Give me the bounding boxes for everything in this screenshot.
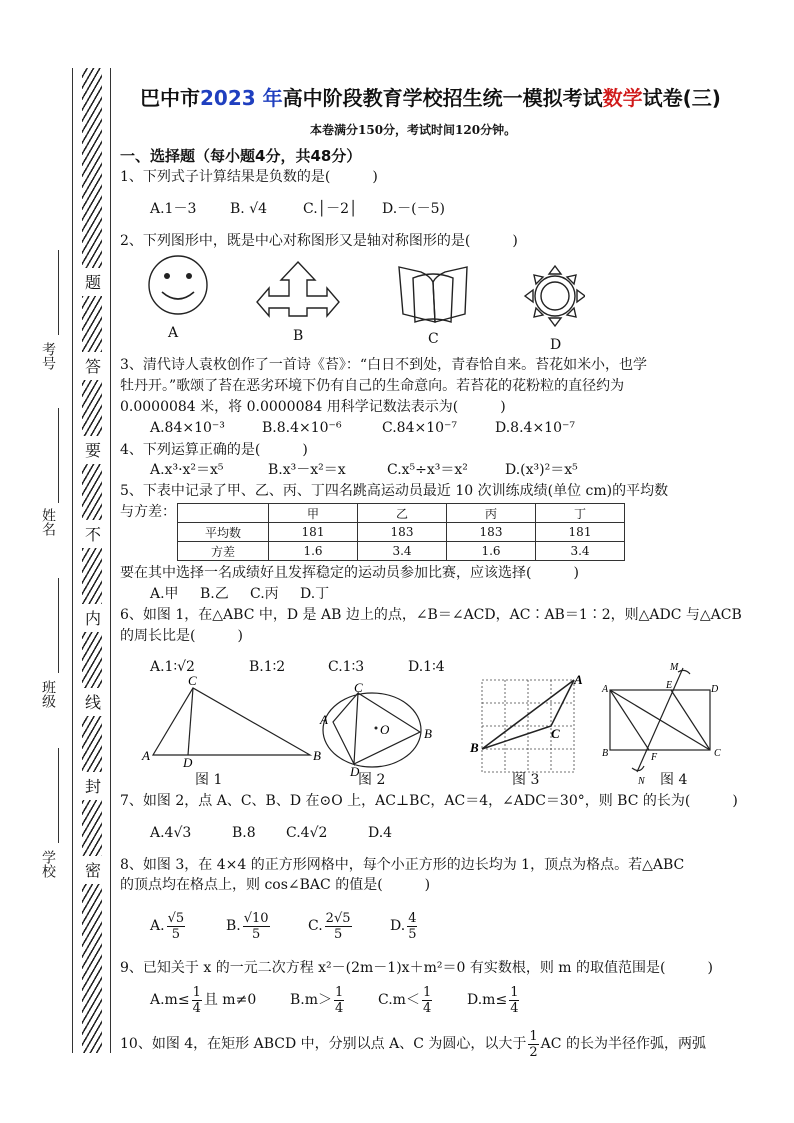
denominator: 4 — [510, 1000, 519, 1016]
title-city: 巴中市 — [140, 86, 200, 110]
q5-option-a: A.甲 — [150, 586, 179, 602]
fig4-point-m: M — [670, 662, 679, 673]
title-suffix: 试卷(三) — [642, 86, 721, 110]
binding-char: 密 — [78, 856, 106, 884]
q2-label-c: C — [428, 331, 439, 347]
q5-option-d: D.丁 — [300, 586, 330, 602]
q6-option-d: D.1∶4 — [408, 659, 445, 675]
table-cell: 183 — [358, 523, 447, 542]
option-letter: D. — [390, 918, 406, 934]
question-3-line2: 牡丹开。”歌颂了苔在恶劣环境下仍有自己的生命意向。若苔花的花粉粒的直径约为 — [120, 378, 625, 394]
fig2-point-c: C — [354, 680, 363, 695]
option-text: C.m＜ — [378, 992, 420, 1008]
q9-option-b — [290, 980, 346, 1020]
question-2-stem: 2、下列图形中，既是中心对称图形又是轴对称图形的是( ) — [120, 233, 518, 249]
q1-option-d: D.－(－5) — [382, 201, 446, 217]
fig4-point-a: A — [602, 684, 609, 695]
question-8-line1: 8、如图 3，在 4×4 的正方形网格中，每个小正方形的边长均为 1，顶点为格点。若△ABC — [120, 857, 685, 873]
q1-option-a: A.1－3 — [150, 201, 197, 217]
denominator: 4 — [422, 1000, 432, 1016]
fig2-point-b: B — [424, 726, 432, 741]
q8-option-d — [390, 906, 419, 946]
figure-1-caption: 图 1 — [195, 772, 223, 788]
question-7-stem: 7、如图 2，点 A、C、B、D 在⊙O 上，AC⊥BC，AC＝4，∠ADC＝30°，则 BC 的长为( ) — [120, 793, 738, 809]
three-arrows-icon — [257, 262, 339, 316]
title-subject: 数学 — [602, 86, 643, 110]
fig3-point-b: B — [470, 740, 479, 755]
table-cell: 3.4 — [536, 542, 625, 561]
option-text: D.m≤ — [467, 992, 508, 1008]
option-letter: B. — [226, 918, 241, 934]
figure-3-triangle — [482, 680, 574, 749]
binding-char: 不 — [78, 520, 106, 548]
class-line[interactable] — [58, 578, 59, 673]
q10-text: AC 的长为半径作弧，两弧 — [540, 1036, 706, 1052]
q3-option-c: C.84×10⁻⁷ — [382, 420, 458, 436]
q6-option-b: B.1∶2 — [249, 659, 286, 675]
fraction — [192, 985, 202, 1016]
binding-char: 线 — [78, 688, 106, 716]
q1-option-b: B. √4 — [230, 201, 268, 217]
question-3-line3: 0.0000084 米，将 0.0000084 用科学记数法表示为( ) — [120, 399, 506, 415]
numerator: 1 — [510, 984, 519, 1000]
q7-option-c: C.4√2 — [286, 825, 328, 841]
denominator: 5 — [252, 926, 261, 942]
title-year: 2023 年 — [200, 86, 283, 110]
fig1-point-a: A — [142, 748, 150, 763]
q7-option-d: D.4 — [368, 825, 393, 841]
denominator: 5 — [171, 926, 180, 942]
table-cell: 3.4 — [358, 542, 447, 561]
fraction — [407, 911, 417, 942]
q7-option-a: A.4√3 — [150, 825, 192, 841]
q6-option-c: C.1∶3 — [328, 659, 365, 675]
fraction — [334, 985, 344, 1016]
table-cell: 1.6 — [269, 542, 358, 561]
q8-option-b — [226, 906, 272, 946]
figure-4-rectangle — [610, 668, 710, 772]
q6-option-a: A.1∶√2 — [150, 659, 195, 675]
binding-char: 要 — [78, 436, 106, 464]
figure-2-caption: 图 2 — [358, 772, 386, 788]
fig4-point-c: C — [714, 748, 721, 759]
table-cell: 183 — [447, 523, 536, 542]
numerator: 1 — [192, 984, 201, 1000]
fig1-point-d: D — [183, 755, 193, 770]
class-label: 班级 — [40, 680, 56, 708]
table-cell: 181 — [536, 523, 625, 542]
title-exam: 高中阶段教育学校招生统一模拟考试 — [282, 86, 603, 110]
table-cell: 甲 — [269, 504, 358, 523]
question-5-line1: 5、下表中记录了甲、乙、丙、丁四名跳高运动员最近 10 次训练成绩(单位 cm)的平均数 — [120, 483, 669, 499]
fraction — [243, 911, 270, 942]
binding-char: 封 — [78, 772, 106, 800]
folded-shape-icon — [399, 267, 467, 322]
q9-option-d — [467, 980, 521, 1020]
binding-char: 答 — [78, 352, 106, 380]
table-cell — [178, 504, 269, 523]
option-text: 且 m≠0 — [203, 992, 257, 1008]
question-3-line1: 3、清代诗人袁枚创作了一首诗《苔》：“白日不到处，青春恰自来。苔花如米小，也学 — [120, 357, 648, 373]
exam-number-line[interactable] — [58, 250, 59, 335]
fig1-point-c: C — [188, 673, 197, 688]
denominator: 2 — [529, 1044, 538, 1060]
table-cell: 181 — [269, 523, 358, 542]
denominator: 5 — [408, 926, 417, 942]
question-8-line2: 的顶点均在格点上，则 cos∠BAC 的值是( ) — [120, 877, 431, 893]
table-header-row — [178, 504, 625, 523]
q4-option-c: C.x⁵÷x³＝x² — [387, 462, 468, 478]
fig4-point-d: D — [711, 684, 719, 695]
school-line[interactable] — [58, 748, 59, 843]
denominator: 5 — [333, 926, 343, 942]
q3-option-b: B.8.4×10⁻⁶ — [262, 420, 342, 436]
q10-text: 10、如图 4，在矩形 ABCD 中，分别以点 A、C 为圆心，以大于 — [120, 1036, 527, 1052]
figure-3-grid — [482, 680, 574, 772]
figure-3-caption: 图 3 — [512, 772, 540, 788]
fig2-point-o: O — [380, 722, 390, 737]
q2-label-b: B — [293, 328, 304, 344]
table-cell: 乙 — [358, 504, 447, 523]
q2-figures — [145, 252, 585, 352]
binding-char: 内 — [78, 604, 106, 632]
binding-char: 题 — [78, 268, 106, 296]
exam-number-label: 考号 — [40, 342, 56, 370]
school-label: 学校 — [40, 850, 56, 878]
figure-2-circle — [323, 693, 421, 767]
question-4-stem: 4、下列运算正确的是( ) — [120, 442, 308, 458]
fraction — [325, 911, 352, 942]
fraction — [528, 1029, 538, 1060]
page-title — [140, 82, 721, 111]
q4-option-b: B.x³－x²＝x — [268, 462, 346, 478]
question-10-stem — [120, 1024, 706, 1064]
name-label: 姓名 — [40, 508, 56, 536]
page-subtitle: 本卷满分150分，考试时间120分钟。 — [310, 123, 517, 137]
q3-option-d: D.8.4×10⁻⁷ — [495, 420, 575, 436]
q5-option-c: C.丙 — [250, 586, 279, 602]
option-letter: A. — [150, 918, 165, 934]
score-table — [177, 503, 625, 561]
geometry-figures — [140, 660, 740, 790]
q3-option-a: A.84×10⁻³ — [150, 420, 225, 436]
q8-option-c — [308, 906, 354, 946]
fig4-point-n: N — [638, 776, 645, 787]
binding-right-line — [110, 68, 111, 1053]
table-cell: 丙 — [447, 504, 536, 523]
fig4-point-b: B — [602, 748, 609, 759]
numerator: 2√5 — [325, 910, 351, 926]
numerator: 1 — [529, 1028, 538, 1044]
table-cell: 平均数 — [178, 523, 269, 542]
fraction — [167, 911, 186, 942]
denominator: 4 — [335, 1000, 344, 1016]
numerator: √5 — [167, 910, 185, 926]
fig3-point-a: A — [574, 672, 583, 687]
option-letter: C. — [308, 918, 323, 934]
fraction — [509, 985, 519, 1016]
question-5-line2: 与方差： — [120, 504, 176, 520]
fig1-point-b: B — [313, 748, 321, 763]
fig4-point-e: E — [666, 680, 673, 691]
figure-4-caption: 图 4 — [660, 772, 688, 788]
q2-label-d: D — [550, 337, 562, 353]
table-cell: 方差 — [178, 542, 269, 561]
q2-label-a: A — [168, 325, 179, 341]
table-row — [178, 542, 625, 561]
fig2-center-dot — [375, 727, 378, 730]
section-heading: 一、选择题（每小题4分，共48分） — [120, 147, 362, 165]
fig4-point-f: F — [651, 752, 658, 763]
question-6-line2: 的周长比是( ) — [120, 628, 243, 644]
question-6-line1: 6、如图 1，在△ABC 中，D 是 AB 边上的点，∠B＝∠ACD，AC∶AB＝1∶2，则△ADC 与△ACB — [120, 607, 742, 623]
sun-icon — [525, 266, 585, 326]
fig2-point-d: D — [350, 764, 360, 779]
fig3-point-c: C — [551, 726, 560, 741]
figure-1-triangle — [153, 688, 310, 755]
q9-option-a — [150, 980, 256, 1020]
numerator: √10 — [243, 910, 269, 926]
question-5-line3: 要在其中选择一名成绩好且发挥稳定的运动员参加比赛，应该选择( ) — [120, 565, 579, 581]
fig2-point-a: A — [320, 712, 328, 727]
option-text: A.m≤ — [150, 992, 190, 1008]
numerator: 4 — [408, 910, 417, 926]
question-1-stem: 1、下列式子计算结果是负数的是( ) — [120, 169, 378, 185]
q9-option-c — [378, 980, 434, 1020]
denominator: 4 — [192, 1000, 201, 1016]
q7-option-b: B.8 — [232, 825, 256, 841]
q5-option-b: B.乙 — [200, 586, 229, 602]
binding-left-line — [72, 68, 73, 1053]
table-row — [178, 523, 625, 542]
numerator: 1 — [335, 984, 344, 1000]
q8-option-a — [150, 906, 187, 946]
q4-option-a: A.x³·x²＝x⁵ — [150, 462, 224, 478]
name-line[interactable] — [58, 408, 59, 503]
option-text: B.m＞ — [290, 992, 333, 1008]
binding-strip — [82, 68, 102, 1053]
table-cell: 1.6 — [447, 542, 536, 561]
numerator: 1 — [422, 984, 432, 1000]
fraction — [422, 985, 432, 1016]
question-9-stem: 9、已知关于 x 的一元二次方程 x²－(2m－1)x＋m²＝0 有实数根，则 m 的取值范围是( ) — [120, 960, 713, 976]
smiley-face-icon — [149, 256, 207, 314]
table-cell: 丁 — [536, 504, 625, 523]
q1-option-c: C.│－2│ — [303, 201, 358, 217]
q4-option-d: D.(x³)²＝x⁵ — [505, 462, 578, 478]
